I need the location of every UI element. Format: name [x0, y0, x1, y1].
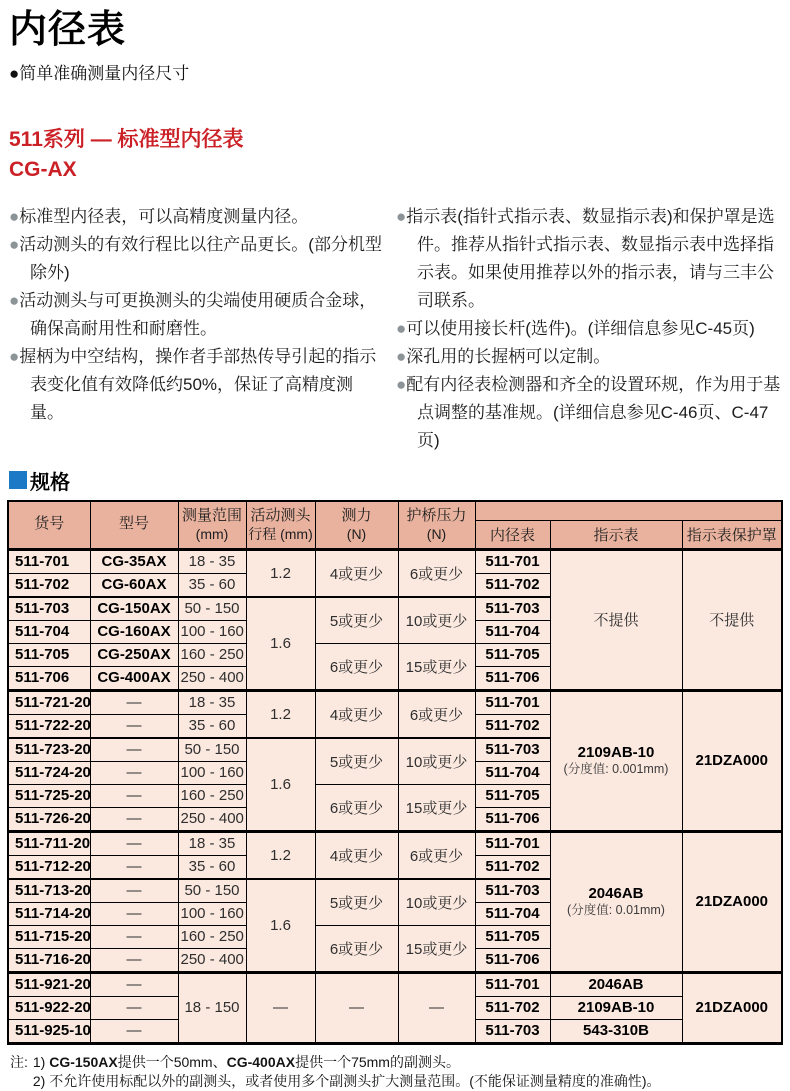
- table-cell: 21DZA000: [682, 972, 782, 1043]
- table-cell: CG-35AX: [90, 549, 178, 573]
- bullet-icon: ●: [9, 206, 20, 226]
- table-cell: 100 - 160: [178, 620, 246, 643]
- table-cell: 2109AB-10 (分度值: 0.001mm): [550, 690, 682, 831]
- table-row: [8, 690, 782, 714]
- table-cell: CG-60AX: [90, 573, 178, 597]
- table-row: [8, 549, 782, 573]
- table-cell: 10或更少: [398, 738, 475, 785]
- table-cell: 511-704: [475, 902, 550, 925]
- feature-item: ●配有内径表检测器和齐全的设置环规，作为用于基点调整的基准规。(详细信息参见C-46页、C-47页): [396, 374, 781, 450]
- table-cell: 2109AB-10: [550, 996, 682, 1019]
- table-cell: 5或更少: [315, 738, 398, 785]
- table-cell: 100 - 160: [178, 902, 246, 925]
- section-marker-icon: [9, 471, 27, 489]
- feature-item: ●标准型内径表，可以高精度测量内径。: [9, 206, 309, 226]
- column-header: 活动测头 行程 (mm): [246, 501, 315, 550]
- feature-item: ●深孔用的长握柄可以定制。: [396, 346, 611, 366]
- table-cell: 511-703: [8, 597, 90, 621]
- feature-item: ●可以使用接长杆(选件)。(详细信息参见C-45页): [396, 318, 755, 338]
- table-cell: 1.6: [246, 738, 315, 832]
- column-header: 指示表: [550, 520, 682, 549]
- bullet-icon: ●: [9, 234, 20, 254]
- table-cell: 2046AB (分度值: 0.01mm): [550, 831, 682, 972]
- footnote-line: 2) 不允许使用标配以外的副测头，或者使用多个副测头扩大测量范围。(不能保证测量精度的准确性)。: [32, 1072, 661, 1089]
- table-cell: 35 - 60: [178, 714, 246, 738]
- footnote-line: 1) CG-150AX提供一个50mm、CG-400AX提供一个75mm的副测头。: [32, 1053, 460, 1070]
- table-cell: 511-704: [8, 620, 90, 643]
- table-cell: 18 - 150: [178, 972, 246, 1043]
- feature-item: ●活动测头与可更换测头的尖端使用硬质合金球，确保高耐用性和耐磨性。: [9, 290, 377, 338]
- table-cell: 250 - 400: [178, 807, 246, 831]
- table-cell: 15或更少: [398, 784, 475, 831]
- table-cell: 1.2: [246, 831, 315, 879]
- table-cell: 6或更少: [315, 925, 398, 972]
- column-header: 内径表: [475, 520, 550, 549]
- footnote-lines: [33, 1053, 661, 1091]
- column-header: 测量范围 (mm): [178, 501, 246, 550]
- table-cell: 不提供: [682, 549, 782, 690]
- bullet-icon: ●: [396, 318, 407, 338]
- spec-table: [7, 500, 783, 1045]
- table-cell: —: [90, 948, 178, 972]
- table-cell: 18 - 35: [178, 831, 246, 855]
- table-cell: 511-705: [475, 925, 550, 948]
- table-cell: CG-150AX: [90, 597, 178, 621]
- table-cell: 511-711-20: [8, 831, 90, 855]
- table-cell: CG-160AX: [90, 620, 178, 643]
- bullet-icon: ●: [396, 206, 407, 226]
- table-cell: 511-702: [8, 573, 90, 597]
- column-header: 货号: [8, 501, 90, 550]
- table-cell: 511-722-20: [8, 714, 90, 738]
- footnotes: [10, 1053, 783, 1091]
- table-row: [8, 831, 782, 855]
- optional-accessories-header-band: [475, 501, 782, 521]
- table-cell: 511-701: [8, 549, 90, 573]
- table-cell: —: [246, 972, 315, 1043]
- table-cell: 2046AB: [550, 972, 682, 996]
- table-cell: —: [90, 690, 178, 714]
- table-cell: 511-704: [475, 761, 550, 784]
- table-cell: 511-715-20: [8, 925, 90, 948]
- spec-section-heading: [9, 466, 783, 495]
- bullet-icon: ●: [9, 290, 20, 310]
- table-cell: 21DZA000: [682, 831, 782, 972]
- table-cell: —: [315, 972, 398, 1043]
- table-cell: 18 - 35: [178, 549, 246, 573]
- feature-column-right: [396, 203, 783, 455]
- bullet-icon: ●: [396, 374, 407, 394]
- table-cell: —: [90, 855, 178, 879]
- table-cell: 6或更少: [398, 549, 475, 597]
- table-cell: —: [90, 972, 178, 996]
- table-cell: 5或更少: [315, 597, 398, 644]
- table-cell: 5或更少: [315, 879, 398, 926]
- table-cell: 511-705: [475, 643, 550, 666]
- table-cell: 50 - 150: [178, 738, 246, 762]
- feature-item: ●活动测头的有效行程比以往产品更长。(部分机型除外): [9, 234, 382, 282]
- feature-column-left: [9, 203, 396, 455]
- table-cell: —: [90, 879, 178, 903]
- table-cell: 511-701: [475, 549, 550, 573]
- table-cell: 511-702: [475, 996, 550, 1019]
- table-cell: 511-702: [475, 855, 550, 879]
- table-cell: 4或更少: [315, 549, 398, 597]
- table-cell: 511-726-20: [8, 807, 90, 831]
- table-cell: 511-714-20: [8, 902, 90, 925]
- table-row: [8, 972, 782, 996]
- table-cell: 511-702: [475, 573, 550, 597]
- table-cell: 6或更少: [398, 831, 475, 879]
- table-cell: 511-725-20: [8, 784, 90, 807]
- table-cell: 511-724-20: [8, 761, 90, 784]
- page-subtitle: ●简单准确测量内径尺寸: [9, 63, 190, 83]
- table-cell: 511-716-20: [8, 948, 90, 972]
- column-header: 护桥压力 (N): [398, 501, 475, 550]
- table-cell: 511-703: [475, 597, 550, 621]
- table-cell: 511-701: [475, 831, 550, 855]
- table-cell: 511-704: [475, 620, 550, 643]
- model-heading: CG-AX: [9, 157, 77, 181]
- table-cell: 511-921-20: [8, 972, 90, 996]
- table-cell: 6或更少: [315, 784, 398, 831]
- table-cell: 100 - 160: [178, 761, 246, 784]
- table-cell: —: [90, 996, 178, 1019]
- table-cell: 15或更少: [398, 643, 475, 690]
- table-cell: 160 - 250: [178, 643, 246, 666]
- table-cell: —: [90, 1019, 178, 1043]
- table-cell: 511-925-10: [8, 1019, 90, 1043]
- table-cell: 250 - 400: [178, 948, 246, 972]
- bullet-icon: ●: [9, 346, 20, 366]
- table-cell: 1.2: [246, 690, 315, 738]
- table-cell: 15或更少: [398, 925, 475, 972]
- table-cell: 10或更少: [398, 879, 475, 926]
- table-cell: 511-705: [8, 643, 90, 666]
- table-cell: 50 - 150: [178, 597, 246, 621]
- column-header: 指示表保护罩: [682, 520, 782, 549]
- column-header: 测力 (N): [315, 501, 398, 550]
- table-cell: 511-713-20: [8, 879, 90, 903]
- table-cell: CG-400AX: [90, 666, 178, 690]
- table-cell: —: [90, 807, 178, 831]
- table-cell: 511-703: [475, 738, 550, 762]
- column-header: 型号: [90, 501, 178, 550]
- table-cell: —: [90, 714, 178, 738]
- feature-item: ●指示表(指针式指示表、数显指示表)和保护罩是选件。推荐从指针式指示表、数显指示表中选择指示表。如果使用推荐以外的指示表，请与三丰公司联系。: [396, 206, 775, 310]
- table-cell: —: [90, 761, 178, 784]
- table-cell: 511-723-20: [8, 738, 90, 762]
- feature-item: ●握柄为中空结构，操作者手部热传导引起的指示表变化值有效降低约50%，保证了高精度测量。: [9, 346, 377, 422]
- table-cell: 1.6: [246, 879, 315, 973]
- spec-heading-label: 规格: [30, 471, 70, 494]
- table-cell: CG-250AX: [90, 643, 178, 666]
- table-cell: 511-706: [475, 948, 550, 972]
- table-cell: 511-703: [475, 1019, 550, 1043]
- table-cell: 4或更少: [315, 831, 398, 879]
- table-cell: —: [90, 738, 178, 762]
- series-heading: 511系列 — 标准型内径表: [9, 127, 244, 151]
- table-cell: 543-310B: [550, 1019, 682, 1043]
- table-cell: —: [90, 831, 178, 855]
- table-cell: 1.2: [246, 549, 315, 597]
- table-cell: 21DZA000: [682, 690, 782, 831]
- table-cell: 511-721-20: [8, 690, 90, 714]
- footnote-label: 注:: [10, 1053, 28, 1070]
- table-cell: 511-706: [475, 666, 550, 690]
- table-cell: —: [398, 972, 475, 1043]
- table-cell: —: [90, 925, 178, 948]
- table-cell: 511-703: [475, 879, 550, 903]
- table-cell: 511-706: [8, 666, 90, 690]
- feature-list: [9, 203, 783, 455]
- table-cell: 35 - 60: [178, 855, 246, 879]
- table-cell: 511-706: [475, 807, 550, 831]
- table-cell: 511-705: [475, 784, 550, 807]
- table-cell: 4或更少: [315, 690, 398, 738]
- table-cell: 160 - 250: [178, 784, 246, 807]
- table-cell: 不提供: [550, 549, 682, 690]
- table-cell: 250 - 400: [178, 666, 246, 690]
- table-cell: 6或更少: [315, 643, 398, 690]
- table-cell: 511-701: [475, 690, 550, 714]
- table-cell: 50 - 150: [178, 879, 246, 903]
- table-cell: 6或更少: [398, 690, 475, 738]
- table-cell: 160 - 250: [178, 925, 246, 948]
- table-cell: —: [90, 902, 178, 925]
- table-cell: 35 - 60: [178, 573, 246, 597]
- bullet-icon: ●: [396, 346, 407, 366]
- table-cell: 511-701: [475, 972, 550, 996]
- table-cell: 511-922-20: [8, 996, 90, 1019]
- table-cell: 1.6: [246, 597, 315, 691]
- table-cell: 511-702: [475, 714, 550, 738]
- table-cell: 10或更少: [398, 597, 475, 644]
- table-cell: 18 - 35: [178, 690, 246, 714]
- page-title: 内径表: [9, 9, 127, 51]
- table-cell: 511-712-20: [8, 855, 90, 879]
- table-cell: —: [90, 784, 178, 807]
